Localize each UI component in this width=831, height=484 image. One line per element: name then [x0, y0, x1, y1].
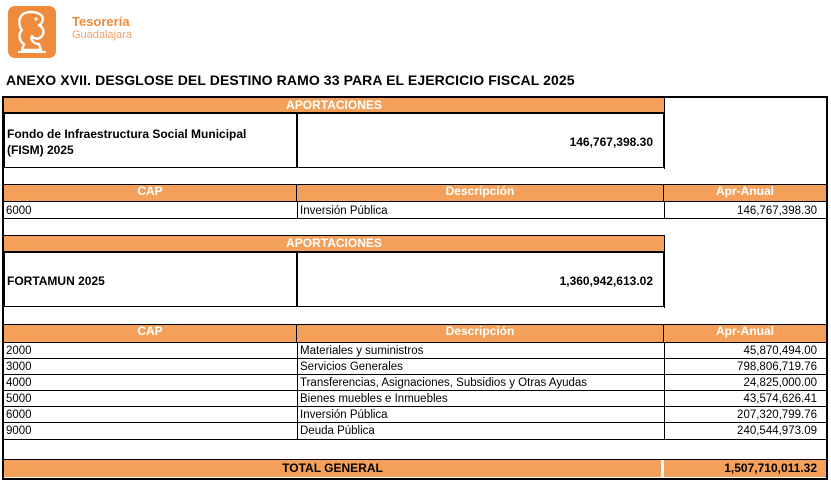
divider [4, 422, 828, 423]
section1-col-cap: CAP [4, 185, 297, 201]
row-desc: Transferencias, Asignaciones, Subsidios y Otras Ayudas [300, 377, 588, 389]
section2-fund-amount: 1,360,942,613.02 [559, 274, 653, 288]
row-cap: 5000 [6, 393, 32, 405]
divider [4, 439, 828, 440]
total-label: TOTAL GENERAL [282, 461, 383, 475]
section2-fund-name: FORTAMUN 2025 [7, 274, 105, 288]
section2-header: APORTACIONES [4, 236, 664, 251]
row-cap: 9000 [6, 425, 32, 437]
lion-crest-icon [8, 6, 56, 58]
divider [4, 201, 828, 202]
divider [297, 342, 298, 439]
divider [664, 98, 665, 169]
divider [4, 390, 828, 391]
section1-header: APORTACIONES [4, 98, 664, 112]
row-desc: Inversión Pública [300, 409, 388, 421]
divider [664, 201, 665, 218]
row-amount: 24,825,000.00 [743, 377, 817, 389]
row-desc: Inversión Pública [300, 205, 388, 217]
fund-name-line2: (FISM) 2025 [7, 143, 74, 157]
brand-city: Guadalajara [72, 29, 132, 41]
section2-col-cap: CAP [4, 325, 297, 342]
fund-name-line1: Fondo de Infraestructura Social Municipal [7, 127, 247, 141]
row-cap: 3000 [6, 361, 32, 373]
divider [4, 406, 828, 407]
row-cap: 4000 [6, 377, 32, 389]
row-desc: Servicios Generales [300, 361, 403, 373]
divider [4, 358, 828, 359]
total-amount-box [664, 460, 826, 477]
row-amount: 43,574,626.41 [743, 393, 817, 405]
divider [4, 342, 828, 343]
tesoreria-logo [8, 6, 56, 58]
row-cap: 6000 [6, 205, 32, 217]
section1-col-amount: Apr-Anual [664, 185, 826, 201]
row-amount: 146,767,398.30 [737, 205, 817, 217]
row-desc: Materiales y suministros [300, 345, 424, 357]
section2-col-amount: Apr-Anual [664, 325, 826, 342]
total-label-box [4, 460, 661, 477]
row-desc: Bienes muebles e Inmuebles [300, 393, 448, 405]
total-amount: 1,507,710,011.32 [724, 461, 817, 475]
divider [297, 201, 298, 218]
divider [4, 374, 828, 375]
brand-text [72, 14, 132, 42]
section1-amount-box [297, 113, 664, 168]
section1-fund-name [7, 126, 292, 158]
row-amount: 45,870,494.00 [743, 345, 817, 357]
document-title: ANEXO XVII. DESGLOSE DEL DESTINO RAMO 33 PARA EL EJERCICIO FISCAL 2025 [6, 72, 575, 88]
section2-fund-box [4, 252, 297, 307]
brand-name: Tesorería [72, 14, 130, 29]
section1-col-desc: Descripción [297, 185, 664, 201]
row-cap: 6000 [6, 409, 32, 421]
row-amount: 798,806,719.76 [737, 361, 817, 373]
divider [664, 235, 665, 308]
section2-col-desc: Descripción [297, 325, 664, 342]
section1-header-box [4, 98, 664, 112]
divider [4, 218, 828, 219]
row-amount: 207,320,799.76 [737, 409, 817, 421]
row-cap: 2000 [6, 345, 32, 357]
row-amount: 240,544,973.09 [737, 425, 817, 437]
divider [664, 342, 665, 439]
section1-fund-amount: 146,767,398.30 [569, 135, 653, 149]
row-desc: Deuda Pública [300, 425, 375, 437]
section2-amount-box [297, 252, 664, 307]
section1-fund-box [4, 113, 297, 168]
